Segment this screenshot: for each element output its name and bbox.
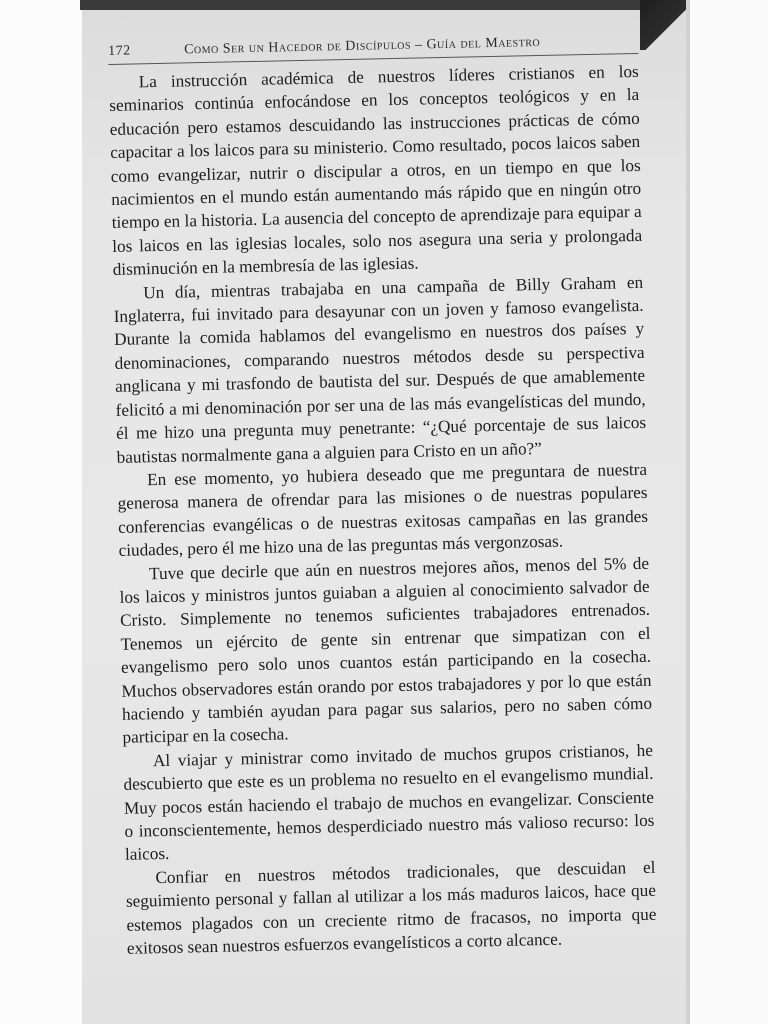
running-title: Como Ser un Hacedor de Discípulos – Guía del Maestro [183,34,541,58]
paragraph-6: Confiar en nuestros métodos tradicionales, que descuidan el seguimiento personal y fallan al utilizar a los más maduros laicos, hace que estemos plagados con un creciente ritmo de fracasos, no importa que exitosos sean nuestros esfuerzos evangelísticos a corto alcance. [125,857,657,958]
paragraph-3: En ese momento, yo hubiera deseado que me preguntara de nuestra generosa manera de ofrendar para las misiones o de nuestras populares conferencias evangélicas o de nuestras exitosas campañas en las grandes ciudades, pero él me hizo una de las preguntas más vergonzosas. [117,459,649,561]
background-right [688,0,768,1024]
paragraph-1: La instrucción académica de nuestros líderes cristianos en los seminarios continúa enfocándose en los conceptos teológicos y en la educación pero estamos descuidando las instrucciones prácticas de cómo capacitar a los laicos para su ministerio. Como resultado, pocos laicos saben como evangelizar, nutrir o discipular a otros, en un tiempo en que los nacimientos en el mundo están aumentando más rápido que en ningún otro tiempo en la historia. La ausencia del concepto de aprendizaje para equipar a los laicos en las iglesias locales, solo nos asegura una seria y prolongada disminución en la membresía de las iglesias. [109,61,643,280]
page-number: 172 [108,43,131,59]
paragraph-4: Tuve que decirle que aún en nuestros mejores años, menos del 5% de los laicos y ministros juntos guiaban a alguien al conocimiento salvador de Cristo. Simplemente no tenemos suficientes trabajadores entrenados. Tenemos un ejército de gente sin entrenar que simpatizan con el evangelismo pero solo unos cuantos están participando en la cosecha. Muchos observadores están orando por estos trabajadores y por lo que están haciendo y también ayudan para pagar sus salarios, pero no saben cómo participar en la cosecha. [119,553,653,748]
paragraph-2: Un día, mientras trabajaba en una campaña de Billy Graham en Inglaterra, fui invitado para desayunar con un joven y famoso evangelista. Durante la comida hablamos del evangelismo en nuestros dos países y denominaciones, comparando nuestros métodos desde su perspectiva anglicana y mi trasfondo de bautista del sur. Después de que amablemente felicitó a mi denominación por ser una de las más evangelísticas del mundo, él me hizo una pregunta muy penetrante: “¿Qué porcentaje de sus laicos bautistas normalmente gana a alguien para Cristo en un año?” [113,272,647,467]
paragraph-5: Al viajar y ministrar como invitado de muchos grupos cristianos, he descubierto que este es un problema no resuelto en el evangelismo mundial. Muy pocos están haciendo el trabajo de muchos en evangelizar. Consciente o inconscientemente, hemos desperdiciado nuestro más valioso recurso: los laicos. [123,740,655,865]
book-top-edge [80,0,690,10]
background-left [0,0,82,1024]
page-text-block [108,33,657,960]
book-right-edge [686,0,690,1024]
book-corner-shadow [640,0,690,50]
